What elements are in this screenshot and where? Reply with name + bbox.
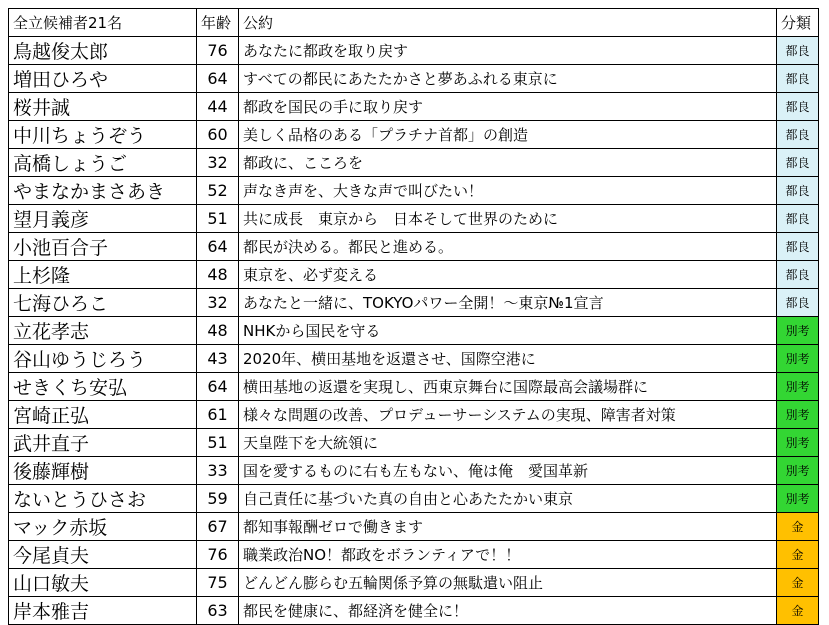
table-row bbox=[9, 93, 819, 121]
table-row bbox=[9, 121, 819, 149]
candidate-age: 51 bbox=[197, 205, 239, 233]
candidate-age: 63 bbox=[197, 597, 239, 625]
table-body bbox=[9, 37, 819, 625]
table-row bbox=[9, 345, 819, 373]
candidate-category: 別考 bbox=[777, 373, 819, 401]
candidate-name: 増田ひろや bbox=[9, 65, 197, 93]
candidate-category: 別考 bbox=[777, 317, 819, 345]
candidate-pledge: 天皇陛下を大統領に bbox=[239, 429, 777, 457]
candidate-name: 中川ちょうぞう bbox=[9, 121, 197, 149]
candidate-pledge: 自己責任に基づいた真の自由と心あたたかい東京 bbox=[239, 485, 777, 513]
candidate-category: 金 bbox=[777, 569, 819, 597]
candidate-age: 64 bbox=[197, 373, 239, 401]
candidate-age: 64 bbox=[197, 233, 239, 261]
table-row bbox=[9, 233, 819, 261]
candidate-age: 44 bbox=[197, 93, 239, 121]
candidate-category: 都良 bbox=[777, 121, 819, 149]
table-header bbox=[9, 9, 819, 37]
candidate-name: 宮崎正弘 bbox=[9, 401, 197, 429]
candidate-category: 都良 bbox=[777, 261, 819, 289]
candidate-name: 立花孝志 bbox=[9, 317, 197, 345]
candidate-pledge: 共に成長 東京から 日本そして世界のために bbox=[239, 205, 777, 233]
table-row bbox=[9, 37, 819, 65]
header-age: 年齢 bbox=[197, 9, 239, 37]
candidate-pledge: 2020年、横田基地を返還させ、国際空港に bbox=[239, 345, 777, 373]
candidate-category: 都良 bbox=[777, 93, 819, 121]
candidate-age: 43 bbox=[197, 345, 239, 373]
candidate-pledge: 横田基地の返還を実現し、西東京舞台に国際最高会議場群に bbox=[239, 373, 777, 401]
candidate-category: 都良 bbox=[777, 205, 819, 233]
candidate-pledge: あなたに都政を取り戻す bbox=[239, 37, 777, 65]
table-row bbox=[9, 457, 819, 485]
candidate-name: 上杉隆 bbox=[9, 261, 197, 289]
candidate-age: 76 bbox=[197, 541, 239, 569]
candidate-name: マック赤坂 bbox=[9, 513, 197, 541]
candidate-age: 64 bbox=[197, 65, 239, 93]
candidate-name: 山口敏夫 bbox=[9, 569, 197, 597]
candidate-category: 都良 bbox=[777, 289, 819, 317]
candidate-category: 都良 bbox=[777, 149, 819, 177]
candidate-category: 都良 bbox=[777, 233, 819, 261]
table-row bbox=[9, 485, 819, 513]
table-row bbox=[9, 261, 819, 289]
candidate-name: 小池百合子 bbox=[9, 233, 197, 261]
table-row bbox=[9, 513, 819, 541]
candidate-pledge: 都政に、こころを bbox=[239, 149, 777, 177]
header-category: 分類 bbox=[777, 9, 819, 37]
candidate-name: 七海ひろこ bbox=[9, 289, 197, 317]
candidate-age: 59 bbox=[197, 485, 239, 513]
table-row bbox=[9, 429, 819, 457]
table-row bbox=[9, 65, 819, 93]
candidate-category: 別考 bbox=[777, 429, 819, 457]
candidate-pledge: あなたと一緒に、TOKYOパワー全開！～東京№1宣言 bbox=[239, 289, 777, 317]
candidate-name: 岸本雅吉 bbox=[9, 597, 197, 625]
candidate-pledge: 都知事報酬ゼロで働きます bbox=[239, 513, 777, 541]
candidate-pledge: どんどん膨らむ五輪関係予算の無駄遣い阻止 bbox=[239, 569, 777, 597]
candidate-category: 別考 bbox=[777, 457, 819, 485]
header-row bbox=[9, 9, 819, 37]
candidate-category: 別考 bbox=[777, 345, 819, 373]
candidate-age: 48 bbox=[197, 317, 239, 345]
candidate-age: 32 bbox=[197, 149, 239, 177]
candidate-name: 鳥越俊太郎 bbox=[9, 37, 197, 65]
candidate-name: 望月義彦 bbox=[9, 205, 197, 233]
candidate-pledge: 美しく品格のある「プラチナ首都」の創造 bbox=[239, 121, 777, 149]
candidate-name: 今尾貞夫 bbox=[9, 541, 197, 569]
candidate-category: 金 bbox=[777, 513, 819, 541]
candidate-name: 桜井誠 bbox=[9, 93, 197, 121]
candidate-pledge: 声なき声を、大きな声で叫びたい！ bbox=[239, 177, 777, 205]
candidate-name: 武井直子 bbox=[9, 429, 197, 457]
candidate-age: 51 bbox=[197, 429, 239, 457]
candidate-pledge: NHKから国民を守る bbox=[239, 317, 777, 345]
candidate-age: 60 bbox=[197, 121, 239, 149]
candidate-name: ないとうひさお bbox=[9, 485, 197, 513]
candidate-name: 谷山ゆうじろう bbox=[9, 345, 197, 373]
table-row bbox=[9, 569, 819, 597]
candidate-age: 76 bbox=[197, 37, 239, 65]
candidate-age: 32 bbox=[197, 289, 239, 317]
table-row bbox=[9, 289, 819, 317]
table-row bbox=[9, 205, 819, 233]
candidate-age: 48 bbox=[197, 261, 239, 289]
candidate-category: 都良 bbox=[777, 37, 819, 65]
candidate-pledge: 東京を、必ず変える bbox=[239, 261, 777, 289]
table-row bbox=[9, 373, 819, 401]
candidate-category: 別考 bbox=[777, 485, 819, 513]
candidate-age: 67 bbox=[197, 513, 239, 541]
candidate-age: 33 bbox=[197, 457, 239, 485]
table-row bbox=[9, 597, 819, 625]
candidate-table bbox=[8, 8, 819, 625]
candidate-name: 後藤輝樹 bbox=[9, 457, 197, 485]
candidate-category: 都良 bbox=[777, 65, 819, 93]
candidate-pledge: 都民を健康に、都経済を健全に！ bbox=[239, 597, 777, 625]
candidate-pledge: 職業政治NO！都政をボランティアで！！ bbox=[239, 541, 777, 569]
table-row bbox=[9, 149, 819, 177]
header-name: 全立候補者21名 bbox=[9, 9, 197, 37]
table-row bbox=[9, 401, 819, 429]
candidate-age: 75 bbox=[197, 569, 239, 597]
candidate-age: 61 bbox=[197, 401, 239, 429]
candidate-pledge: すべての都民にあたたかさと夢あふれる東京に bbox=[239, 65, 777, 93]
header-pledge: 公約 bbox=[239, 9, 777, 37]
candidate-category: 別考 bbox=[777, 401, 819, 429]
candidate-age: 52 bbox=[197, 177, 239, 205]
candidate-name: やまなかまさあき bbox=[9, 177, 197, 205]
candidate-pledge: 様々な問題の改善、プロデューサーシステムの実現、障害者対策 bbox=[239, 401, 777, 429]
candidate-name: 高橋しょうご bbox=[9, 149, 197, 177]
candidate-category: 金 bbox=[777, 541, 819, 569]
table-row bbox=[9, 317, 819, 345]
candidate-name: せきくち安弘 bbox=[9, 373, 197, 401]
candidate-pledge: 都政を国民の手に取り戻す bbox=[239, 93, 777, 121]
candidate-category: 都良 bbox=[777, 177, 819, 205]
candidate-pledge: 都民が決める。都民と進める。 bbox=[239, 233, 777, 261]
table-row bbox=[9, 177, 819, 205]
candidate-category: 金 bbox=[777, 597, 819, 625]
candidate-pledge: 国を愛するものに右も左もない、俺は俺 愛国革新 bbox=[239, 457, 777, 485]
